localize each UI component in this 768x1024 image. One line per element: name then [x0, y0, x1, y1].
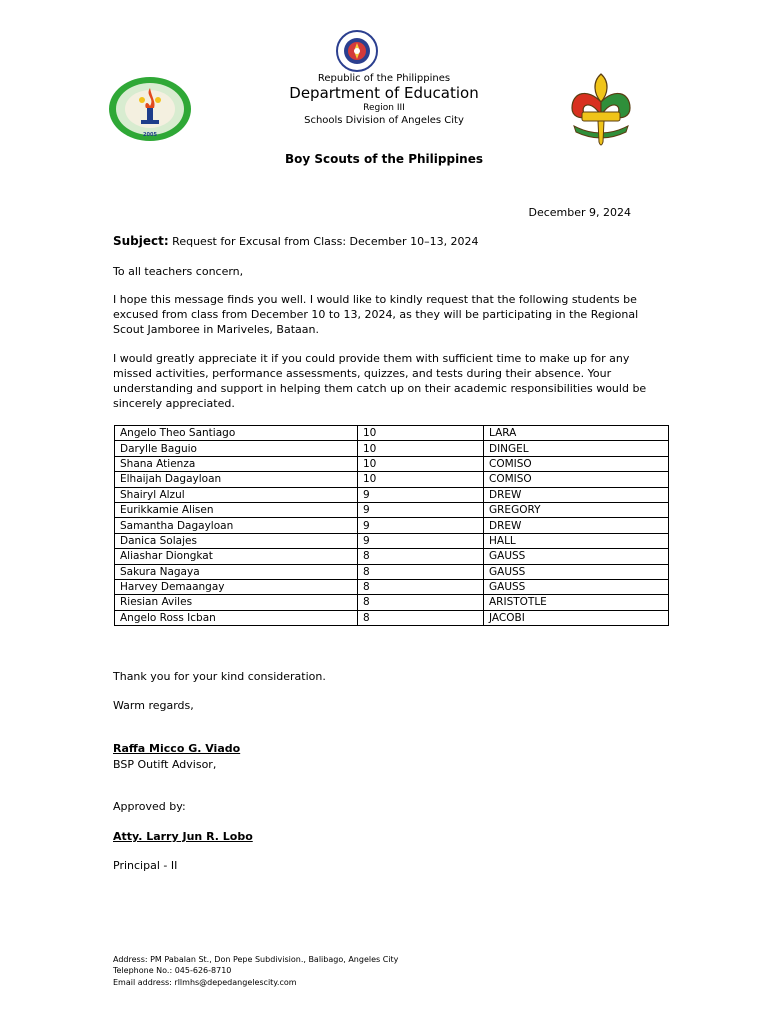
student-table: [114, 425, 669, 626]
student-name-cell: Sakura Nagaya: [115, 564, 358, 579]
student-name-cell: Darylle Baguio: [115, 441, 358, 456]
student-section-cell: JACOBI: [484, 610, 669, 625]
student-name-cell: Danica Solajes: [115, 533, 358, 548]
subject-text: Request for Excusal from Class: December 10–13, 2024: [168, 235, 479, 248]
student-grade-cell: 8: [358, 564, 484, 579]
student-name-cell: Shairyl Alzul: [115, 487, 358, 502]
svg-text:2005: 2005: [143, 132, 157, 138]
student-name-cell: Riesian Aviles: [115, 595, 358, 610]
student-section-cell: GAUSS: [484, 564, 669, 579]
deped-seal-icon: [336, 30, 378, 72]
table-row: [115, 564, 669, 579]
student-grade-cell: 9: [358, 518, 484, 533]
student-grade-cell: 10: [358, 426, 484, 441]
student-grade-cell: 9: [358, 487, 484, 502]
student-section-cell: HALL: [484, 533, 669, 548]
student-section-cell: COMISO: [484, 456, 669, 471]
table-row: [115, 579, 669, 594]
student-grade-cell: 8: [358, 610, 484, 625]
student-section-cell: GREGORY: [484, 502, 669, 517]
organization-title: Boy Scouts of the Philippines: [284, 152, 484, 166]
paragraph-request: I hope this message finds you well. I would like to kindly request that the following students be excused from class from December 10 to 13, 2024, as they will be participating in the Regional Scout Jamboree in Mariveles, Bataan.: [113, 293, 639, 336]
student-section-cell: GAUSS: [484, 549, 669, 564]
student-grade-cell: 8: [358, 549, 484, 564]
student-section-cell: DREW: [484, 518, 669, 533]
student-grade-cell: 10: [358, 472, 484, 487]
footer-telephone: [113, 965, 231, 976]
student-section-cell: DINGEL: [484, 441, 669, 456]
letter-date: December 9, 2024: [528, 206, 631, 219]
student-name-cell: Angelo Ross Icban: [115, 610, 358, 625]
footer-email-value: rllmhs@depedangelescity.com: [171, 978, 297, 987]
republic-line: Republic of the Philippines: [317, 73, 451, 84]
table-row: [115, 487, 669, 502]
paragraph-appreciation: I would greatly appreciate it if you could provide them with sufficient time to make up for any missed activities, performance assessments, quizzes, and tests during their absence. Your understanding and support in helping them catch up on their academic responsibilities would be sincerely appreciated.: [113, 352, 647, 410]
footer-address: [113, 954, 398, 965]
advisor-name: Raffa Micco G. Viado: [113, 742, 241, 755]
student-name-cell: Angelo Theo Santiago: [115, 426, 358, 441]
footer-telephone-value: 045-626-8710: [172, 966, 232, 975]
student-section-cell: LARA: [484, 426, 669, 441]
table-row: [115, 595, 669, 610]
table-row: [115, 549, 669, 564]
table-row: [115, 502, 669, 517]
student-grade-cell: 9: [358, 502, 484, 517]
student-grade-cell: 8: [358, 595, 484, 610]
student-name-cell: Elhaijah Dagayloan: [115, 472, 358, 487]
footer-email: [113, 977, 297, 988]
table-row: [115, 518, 669, 533]
student-grade-cell: 8: [358, 579, 484, 594]
student-name-cell: Aliashar Diongkat: [115, 549, 358, 564]
subject-line: [113, 234, 479, 248]
principal-title: Principal - II: [113, 859, 178, 872]
thanks-line: Thank you for your kind consideration.: [113, 670, 326, 683]
footer-email-label: Email address:: [113, 978, 172, 987]
student-name-cell: Samantha Dagayloan: [115, 518, 358, 533]
footer-telephone-label: Telephone No.:: [113, 966, 173, 975]
table-row: [115, 426, 669, 441]
footer-address-value: PM Pabalan St., Don Pepe Subdivision., Balibago, Angeles City: [147, 955, 399, 964]
student-name-cell: Eurikkamie Alisen: [115, 502, 358, 517]
approved-label: Approved by:: [113, 800, 186, 813]
division-line: Schools Division of Angeles City: [304, 115, 464, 126]
student-section-cell: ARISTOTLE: [484, 595, 669, 610]
advisor-title: BSP Outift Advisor,: [113, 758, 217, 771]
table-row: [115, 472, 669, 487]
greeting: To all teachers concern,: [113, 265, 244, 278]
student-section-cell: COMISO: [484, 472, 669, 487]
principal-name: Atty. Larry Jun R. Lobo: [113, 830, 253, 843]
table-row: [115, 456, 669, 471]
footer-address-label: Address:: [113, 955, 148, 964]
student-section-cell: DREW: [484, 487, 669, 502]
student-grade-cell: 10: [358, 441, 484, 456]
student-grade-cell: 10: [358, 456, 484, 471]
table-row: [115, 533, 669, 548]
closing-line: Warm regards,: [113, 699, 194, 712]
student-name-cell: Shana Atienza: [115, 456, 358, 471]
student-name-cell: Harvey Demaangay: [115, 579, 358, 594]
student-grade-cell: 9: [358, 533, 484, 548]
region-line: Region III: [363, 103, 405, 113]
subject-label: Subject:: [113, 234, 169, 248]
student-section-cell: GAUSS: [484, 579, 669, 594]
table-row: [115, 441, 669, 456]
table-row: [115, 610, 669, 625]
department-name: Department of Education: [289, 84, 479, 102]
